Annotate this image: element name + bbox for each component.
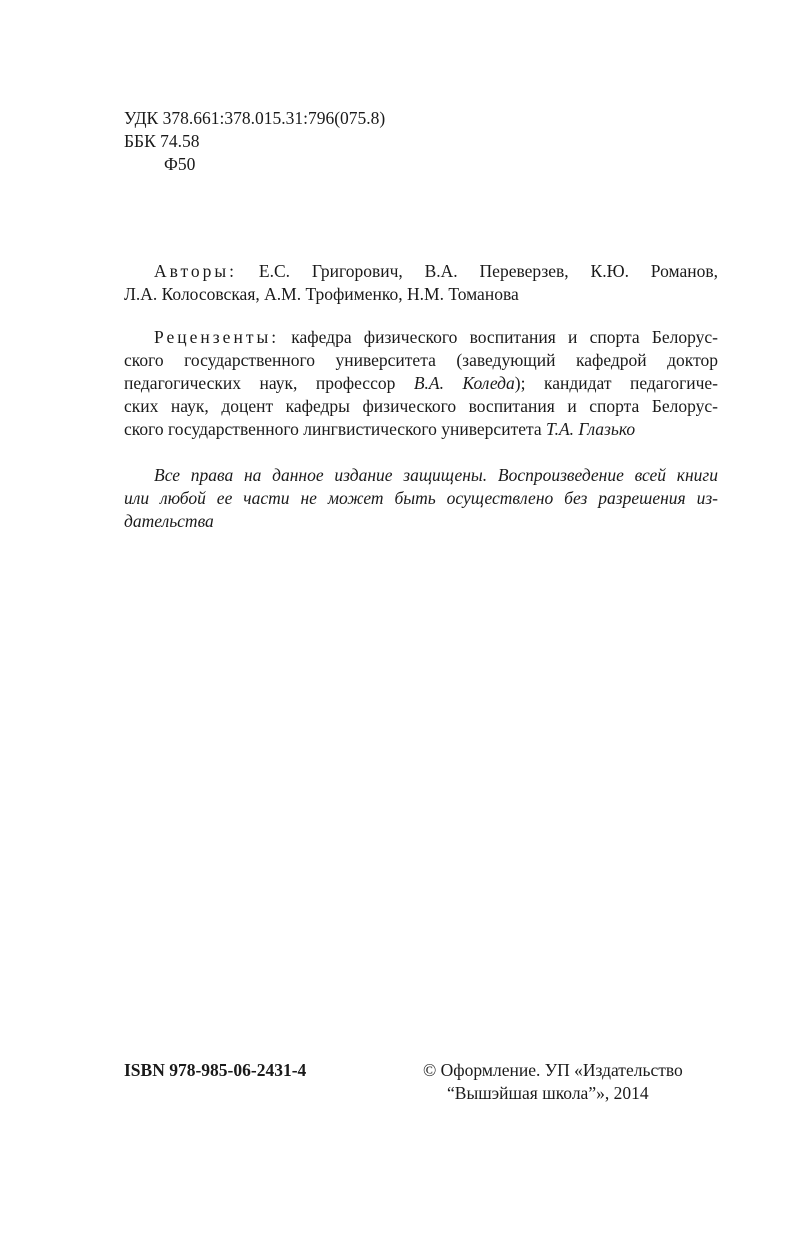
reviewers-line-2: ского государственного университета (заведующий кафедрой доктор [124, 350, 718, 370]
reviewers-block [124, 326, 718, 441]
isbn: ISBN 978-985-06-2431-4 [124, 1060, 307, 1080]
reviewers-line-1 [124, 326, 718, 349]
author-mark: Ф50 [164, 154, 196, 174]
copyright-line-1: © Оформление. УП «Издательство [423, 1060, 683, 1080]
bbk-code: ББК 74.58 [124, 131, 200, 151]
reviewers-text-1: кафедра физического воспитания и спорта Белорус- [291, 327, 718, 347]
rights-line-3: дательства [124, 511, 214, 531]
udk-code: УДК 378.661:378.015.31:796(075.8) [124, 108, 386, 128]
rights-line-2: или любой ее части не может быть осуществлено без разрешения из- [124, 488, 718, 508]
authors-names-1: Е.С. Григорович, В.А. Переверзев, К.Ю. Романов, [258, 261, 718, 281]
copyright-line-2: “Вышэйшая школа”», 2014 [447, 1083, 649, 1103]
catalog-codes [124, 107, 385, 176]
rights-notice [124, 464, 718, 533]
authors-block [124, 260, 718, 306]
reviewers-line-5 [124, 418, 718, 441]
authors-line-1 [124, 260, 718, 283]
reviewers-text-3a: педагогических наук, профессор [124, 373, 414, 393]
reviewers-line-3 [124, 372, 718, 395]
reviewers-text-5a: ского государственного лингвистического университета [124, 419, 546, 439]
reviewer-name-glazko: Т.А. Глазько [545, 419, 636, 439]
authors-label: Авторы: [154, 261, 238, 281]
copyright-notice [423, 1059, 683, 1105]
rights-line-1: Все права на данное издание защищены. Воспроизведение всей книги [154, 465, 718, 485]
reviewers-label: Рецензенты: [154, 327, 280, 347]
reviewers-line-4: ских наук, доцент кафедры физического воспитания и спорта Белорус- [124, 396, 718, 416]
reviewer-name-koleda: В.А. Коледа [413, 373, 515, 393]
reviewers-text-3b: ); кандидат педагогиче- [514, 373, 718, 393]
authors-line-2: Л.А. Колосовская, А.М. Трофименко, Н.М. Томанова [124, 284, 519, 304]
